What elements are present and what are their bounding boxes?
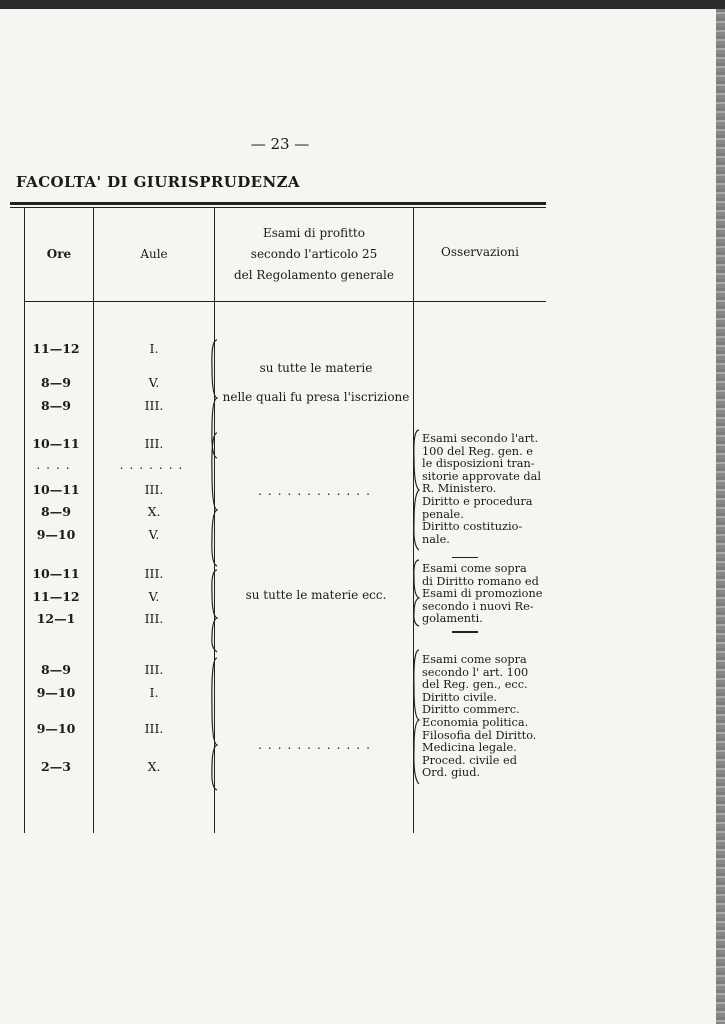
row-ore: 9—10 xyxy=(36,527,76,542)
row-aula: III. xyxy=(144,398,164,413)
row-ore: 2—3 xyxy=(41,759,71,774)
table-top-rule-thin xyxy=(10,207,546,208)
row-ore: 9—10 xyxy=(36,721,76,736)
header-ore: Ore xyxy=(46,247,72,261)
obs-line: del Reg. gen., ecc. xyxy=(422,678,528,692)
row-aula: III. xyxy=(144,721,164,736)
obs-line: Esami come sopra xyxy=(422,653,527,666)
obs-line: secondo l' art. 100 xyxy=(422,665,529,679)
row-ore: 11—12 xyxy=(32,589,80,604)
row-aula: III. xyxy=(144,436,164,451)
mid-text-group1-line2: nelle quali fu presa l'iscrizione xyxy=(222,390,410,404)
left-braces-mid xyxy=(208,338,222,838)
col-line-1 xyxy=(93,208,94,833)
row-aula: I. xyxy=(149,685,159,700)
row-aula: III. xyxy=(144,566,164,581)
obs-line: nale. xyxy=(422,532,450,546)
brace-group4 xyxy=(212,658,217,790)
header-esami-line-1: Esami di profitto xyxy=(263,226,365,240)
obs-line: Diritto civile. xyxy=(422,690,497,704)
row-aula: V. xyxy=(148,375,160,390)
page-number: — 23 — xyxy=(250,135,310,153)
row-aula: III. xyxy=(144,611,164,626)
row-ore: 11—12 xyxy=(32,341,80,356)
mid-text-group3: su tutte le materie ecc. xyxy=(245,588,387,602)
observation-block-2 xyxy=(422,563,548,626)
col-line-left xyxy=(24,208,25,833)
obs-line: Filosofia del Diritto. xyxy=(422,728,537,742)
row-aula: III. xyxy=(144,662,164,677)
row-aula: III. xyxy=(144,482,164,497)
obs-line: golamenti. xyxy=(422,612,483,626)
row-ore: 10—11 xyxy=(32,566,80,581)
brace-obs3 xyxy=(414,650,419,784)
mid-dots-a: ............ xyxy=(258,484,376,498)
header-esami-line-2: secondo l'articolo 25 xyxy=(250,247,378,261)
section-title: FACOLTA' DI GIURISPRUDENZA xyxy=(16,173,300,191)
obs-line: sitorie approvate dal xyxy=(422,469,541,483)
obs-line: R. Ministero. xyxy=(422,482,497,496)
obs-line: Ord. giud. xyxy=(422,766,481,780)
obs-line: secondo i nuovi Re- xyxy=(422,599,534,613)
obs-line: Esami secondo l'art. xyxy=(422,432,539,445)
obs-divider-1 xyxy=(452,557,478,558)
obs-divider-2 xyxy=(452,631,478,633)
row-ore: 10—11 xyxy=(32,482,80,497)
row-ore: 8—9 xyxy=(41,504,71,519)
scan-right-edge xyxy=(716,9,725,1024)
obs-line: penale. xyxy=(422,507,464,521)
header-bottom-rule xyxy=(25,301,546,302)
row-aula: X. xyxy=(147,759,161,774)
obs-line: Diritto e procedura xyxy=(422,494,533,508)
row-ore: 8—9 xyxy=(41,662,71,677)
mid-dots-b: ............ xyxy=(258,738,376,752)
brace-group3 xyxy=(212,570,217,652)
row-aula: X. xyxy=(147,504,161,519)
brace-group2 xyxy=(212,433,217,566)
left-braces-obs xyxy=(409,428,423,798)
row-ore: 9—10 xyxy=(36,685,76,700)
obs-line: Esami come sopra xyxy=(422,562,527,575)
header-aule: Aule xyxy=(140,247,168,261)
row-ore: .... xyxy=(36,458,76,472)
header-esami-line-3: del Regolamento generale xyxy=(234,268,394,282)
obs-line: Diritto costituzio- xyxy=(422,520,523,534)
table-top-rule xyxy=(10,202,546,205)
row-ore: 10—11 xyxy=(32,436,80,451)
header-osservazioni: Osservazioni xyxy=(441,245,519,259)
obs-line: Diritto commerc. xyxy=(422,703,520,717)
observation-block-1 xyxy=(422,433,548,546)
row-aula: ....... xyxy=(119,458,189,472)
scan-top-edge xyxy=(0,0,725,9)
row-aula: V. xyxy=(148,589,160,604)
mid-text-group1-line1: su tutte le materie xyxy=(259,361,373,375)
row-ore: 12—1 xyxy=(36,611,76,626)
header-esami xyxy=(215,223,413,286)
row-ore: 8—9 xyxy=(41,398,71,413)
row-ore: 8—9 xyxy=(41,375,71,390)
brace-obs1 xyxy=(414,430,419,550)
obs-line: Economia politica. xyxy=(422,715,529,729)
obs-line: le disposizioni tran- xyxy=(422,457,535,471)
obs-line: di Diritto romano ed xyxy=(422,574,539,588)
observation-block-3 xyxy=(422,654,548,780)
row-aula: V. xyxy=(148,527,160,542)
obs-line: Proced. civile ed xyxy=(422,753,517,767)
obs-line: Medicina legale. xyxy=(422,741,517,755)
obs-line: 100 del Reg. gen. e xyxy=(422,444,533,458)
row-aula: I. xyxy=(149,341,159,356)
brace-obs2 xyxy=(414,560,419,626)
obs-line: Esami di promozione xyxy=(422,587,543,601)
